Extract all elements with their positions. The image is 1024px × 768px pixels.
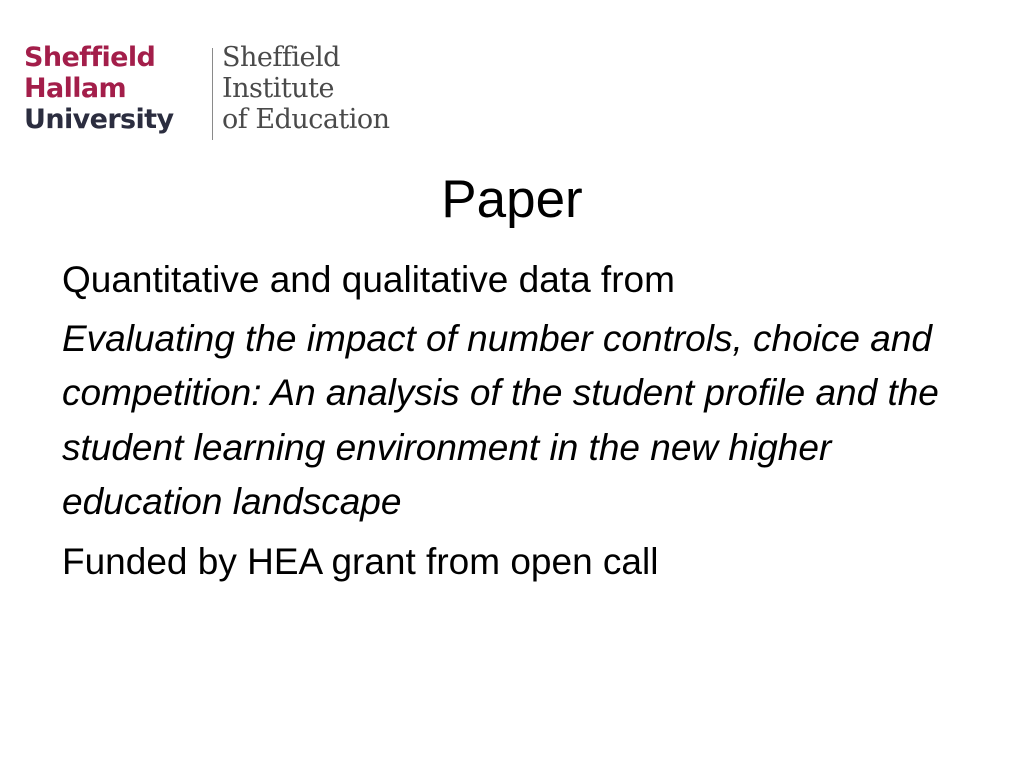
institute-line-2: Institute: [222, 73, 334, 104]
institute-line-1: Sheffield: [222, 42, 340, 73]
logo-divider: [212, 48, 213, 140]
slide-body: [62, 252, 962, 590]
report-title: Evaluating the impact of number controls, choice and competition: An analysis of the student profile and the student learning environment in the new higher education landscape: [62, 318, 939, 523]
slide-title: Paper: [441, 170, 583, 229]
intro-text: Quantitative and qualitative data from: [62, 259, 675, 300]
institute-wordmark: [222, 42, 390, 135]
funding-text: Funded by HEA grant from open call: [62, 540, 659, 582]
sheffield-hallam-wordmark: [24, 42, 173, 135]
logo-line-sheffield: Sheffield: [24, 42, 156, 73]
logo-line-university: University: [24, 104, 174, 135]
logo-line-hallam: Hallam: [24, 73, 127, 104]
institute-line-3: of Education: [222, 104, 390, 135]
